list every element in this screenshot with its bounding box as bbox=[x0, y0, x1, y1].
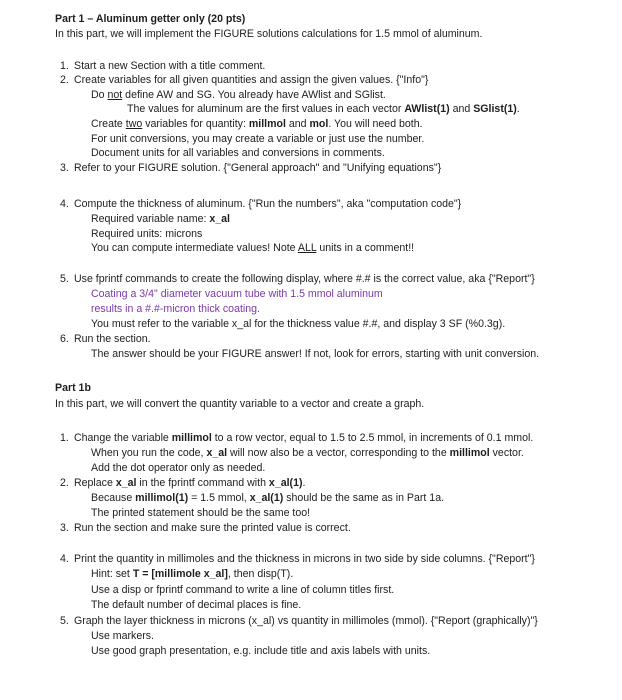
item-number: 4. bbox=[60, 553, 69, 565]
part1-item2-sub-d: For unit conversions, you may create a variable or just use the number. bbox=[91, 133, 425, 145]
part1-title: Part 1 – Aluminum getter only (20 pts) bbox=[55, 13, 246, 25]
part1b-item1-sub-a: When you run the code, x_al will now also be a vector, corresponding to the millimol vector. bbox=[91, 447, 524, 459]
part1b-item2-sub-a: Because millimol(1) = 1.5 mmol, x_al(1) should be the same as in Part 1a. bbox=[91, 492, 445, 504]
part1-item4: Compute the thickness of aluminum. {"Run the numbers", aka "computation code"} bbox=[74, 198, 462, 210]
report-example-line-2: results in a #.#-micron thick coating. bbox=[91, 303, 260, 315]
part1-item3: Refer to your FIGURE solution. {"General approach" and "Unifying equations"} bbox=[74, 162, 442, 174]
item-number: 2. bbox=[60, 74, 69, 86]
part1-item2: Create variables for all given quantities and assign the given values. {"Info"} bbox=[74, 74, 429, 86]
part1-item4-sub-a: Required variable name: x_al bbox=[91, 213, 230, 225]
part1-intro: In this part, we will implement the FIGURE solutions calculations for 1.5 mmol of aluminum. bbox=[55, 28, 483, 40]
item-number: 4. bbox=[60, 198, 69, 210]
part1-item2-sub-e: Document units for all variables and conversions in comments. bbox=[91, 147, 385, 159]
item-number: 5. bbox=[60, 615, 69, 627]
part1-item5: Use fprintf commands to create the following display, where #.# is the correct value, aka {"Report"} bbox=[74, 273, 535, 285]
part1b-item1: Change the variable millimol to a row vector, equal to 1.5 to 2.5 mmol, in increments of 0.1 mmol. bbox=[74, 432, 534, 444]
part1-item6: Run the section. bbox=[74, 333, 151, 345]
part1-item5-note: You must refer to the variable x_al for the thickness value #.#, and display 3 SF (%0.3g). bbox=[91, 318, 506, 330]
part1b-title: Part 1b bbox=[55, 382, 91, 394]
part1b-item4-sub-b: Use a disp or fprintf command to write a line of column titles first. bbox=[91, 584, 395, 596]
item-number: 1. bbox=[60, 60, 69, 72]
item-number: 6. bbox=[60, 333, 69, 345]
part1b-item4: Print the quantity in millimoles and the thickness in microns in two side by side columns. {"Report"} bbox=[74, 553, 535, 565]
part1b-item1-sub-b: Add the dot operator only as needed. bbox=[91, 462, 266, 474]
part1b-item5: Graph the layer thickness in microns (x_al) vs quantity in millimoles (mmol). {"Report (graphically)"} bbox=[74, 615, 538, 627]
part1-item2-sub-b: The values for aluminum are the first values in each vector AWlist(1) and SGlist(1). bbox=[127, 103, 520, 115]
part1b-item2-sub-b: The printed statement should be the same too! bbox=[91, 507, 311, 519]
part1b-item4-sub-c: The default number of decimal places is fine. bbox=[91, 599, 302, 611]
part1b-item5-sub-a: Use markers. bbox=[91, 630, 154, 642]
part1-item4-sub-c: You can compute intermediate values! Note ALL units in a comment!! bbox=[91, 242, 415, 254]
item-number: 1. bbox=[60, 432, 69, 444]
report-example-line-1: Coating a 3/4" diameter vacuum tube with 1.5 mmol aluminum bbox=[91, 288, 383, 300]
part1b-item4-sub-a: Hint: set T = [millimole x_al], then disp(T). bbox=[91, 568, 294, 580]
part1b-intro: In this part, we will convert the quantity variable to a vector and create a graph. bbox=[55, 398, 425, 410]
part1-item4-sub-b: Required units: microns bbox=[91, 228, 203, 240]
part1b-item2: Replace x_al in the fprintf command with x_al(1). bbox=[74, 477, 306, 489]
item-number: 3. bbox=[60, 522, 69, 534]
part1b-item5-sub-b: Use good graph presentation, e.g. include title and axis labels with units. bbox=[91, 645, 431, 657]
part1-item1: Start a new Section with a title comment. bbox=[74, 60, 266, 72]
part1-item6-sub: The answer should be your FIGURE answer! If not, look for errors, starting with unit conversion. bbox=[91, 348, 540, 360]
item-number: 3. bbox=[60, 162, 69, 174]
item-number: 2. bbox=[60, 477, 69, 489]
part1b-item3: Run the section and make sure the printed value is correct. bbox=[74, 522, 351, 534]
item-number: 5. bbox=[60, 273, 69, 285]
part1-item2-sub-c: Create two variables for quantity: millmol and mol. You will need both. bbox=[91, 118, 423, 130]
part1-item2-sub-a: Do not define AW and SG. You already have AWlist and SGlist. bbox=[91, 89, 386, 101]
